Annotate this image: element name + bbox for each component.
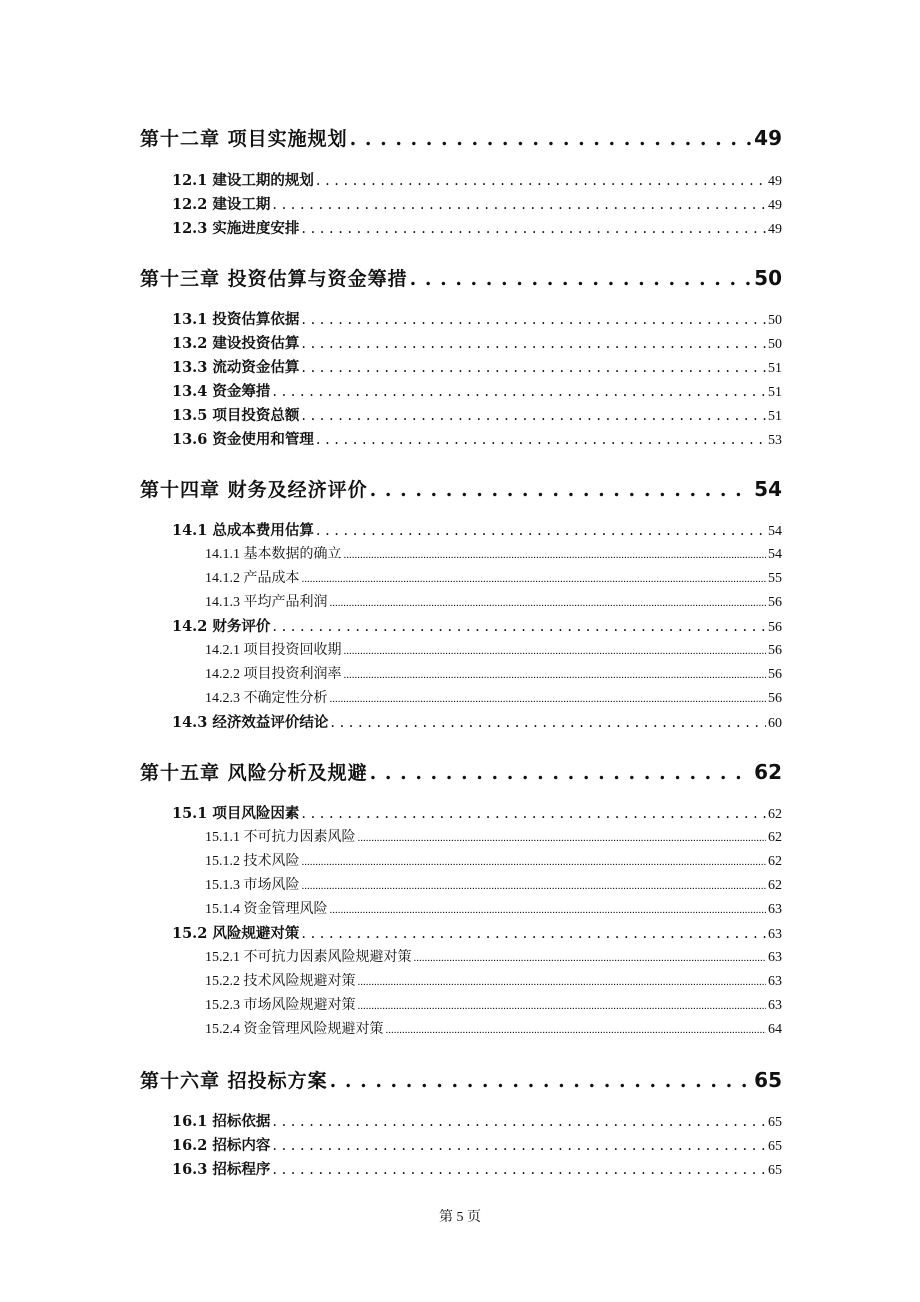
- toc-subsection-15-2-1[interactable]: [205, 946, 782, 966]
- toc-leader: [316, 172, 766, 189]
- toc-label: 15.1.4 资金管理风险: [205, 902, 328, 917]
- toc-page-number: 56: [768, 620, 782, 635]
- toc-label: 12.2 建设工期: [172, 196, 271, 213]
- toc-page-number: 63: [768, 927, 782, 942]
- toc-leader: [272, 618, 766, 635]
- toc-page-number: 50: [768, 313, 782, 328]
- toc-section-16-3[interactable]: [172, 1158, 782, 1179]
- toc-leader: [301, 805, 766, 822]
- toc-section-13-3[interactable]: [172, 356, 782, 377]
- toc-page-number: 56: [768, 667, 782, 682]
- toc-section-13-5[interactable]: [172, 404, 782, 425]
- toc-page-number: 49: [768, 222, 782, 237]
- toc-label: 14.1.1 基本数据的确立: [205, 547, 342, 562]
- toc-subsection-14-2-2[interactable]: [205, 663, 782, 683]
- toc-subsection-14-2-3[interactable]: [205, 687, 782, 707]
- toc-leader: [370, 762, 753, 784]
- toc-label: 第十六章 招投标方案: [140, 1070, 328, 1092]
- toc-chapter-16[interactable]: [140, 1066, 782, 1093]
- toc-leader: [358, 998, 767, 1014]
- toc-section-16-2[interactable]: [172, 1134, 782, 1155]
- toc-page-number: 49: [754, 126, 782, 150]
- toc-page-number: 56: [768, 643, 782, 658]
- toc-label: 15.2 风险规避对策: [172, 925, 300, 942]
- toc-subsection-15-1-2[interactable]: [205, 850, 782, 870]
- toc-label: 15.1.3 市场风险: [205, 878, 300, 893]
- toc-subsection-14-2-1[interactable]: [205, 639, 782, 659]
- toc-page-number: 56: [768, 691, 782, 706]
- toc-leader: [358, 830, 767, 846]
- toc-page-number: 51: [768, 361, 782, 376]
- toc-page-number: 63: [768, 902, 782, 917]
- toc-chapter-15[interactable]: [140, 758, 782, 785]
- toc-page-number: 63: [768, 950, 782, 965]
- toc-page-number: 62: [754, 760, 782, 784]
- toc-chapter-13[interactable]: [140, 264, 782, 291]
- toc-label: 16.3 招标程序: [172, 1161, 271, 1178]
- toc-leader: [272, 1161, 766, 1178]
- toc-label: 13.2 建设投资估算: [172, 335, 300, 352]
- toc-leader: [330, 1070, 753, 1092]
- toc-page-number: 54: [754, 477, 782, 501]
- toc-leader: [350, 128, 753, 150]
- toc-leader: [301, 407, 766, 424]
- toc-label: 14.2.3 不确定性分析: [205, 691, 328, 706]
- toc-label: 15.2.2 技术风险规避对策: [205, 974, 356, 989]
- toc-page-number: 62: [768, 830, 782, 845]
- toc-page-number: 65: [768, 1115, 782, 1130]
- toc-chapter-12[interactable]: [140, 124, 782, 151]
- toc-leader: [330, 691, 767, 707]
- toc-label: 13.1 投资估算依据: [172, 311, 300, 328]
- toc-leader: [302, 878, 767, 894]
- toc-page-number: 60: [768, 716, 782, 731]
- toc-leader: [410, 268, 753, 290]
- toc-leader: [370, 479, 753, 501]
- toc-label: 13.3 流动资金估算: [172, 359, 300, 376]
- toc-section-16-1[interactable]: [172, 1110, 782, 1131]
- toc-subsection-15-2-3[interactable]: [205, 994, 782, 1014]
- toc-section-14-1[interactable]: [172, 519, 782, 540]
- toc-subsection-15-1-1[interactable]: [205, 826, 782, 846]
- toc-label: 14.3 经济效益评价结论: [172, 714, 329, 731]
- toc-page-number: 51: [768, 385, 782, 400]
- toc-page-number: 55: [768, 571, 782, 586]
- toc-page-number: 50: [768, 337, 782, 352]
- toc-section-14-3[interactable]: [172, 711, 782, 732]
- toc-section-13-2[interactable]: [172, 332, 782, 353]
- toc-subsection-15-2-4[interactable]: [205, 1018, 782, 1038]
- toc-leader: [302, 854, 767, 870]
- toc-label: 15.1.1 不可抗力因素风险: [205, 830, 356, 845]
- toc-leader: [301, 220, 766, 237]
- toc-label: 14.2.1 项目投资回收期: [205, 643, 342, 658]
- toc-page-number: 49: [768, 198, 782, 213]
- toc-leader: [301, 335, 766, 352]
- toc-leader: [358, 974, 767, 990]
- toc-leader: [301, 925, 766, 942]
- toc-page-number: 65: [754, 1068, 782, 1092]
- toc-page-number: 62: [768, 854, 782, 869]
- toc-page-number: 54: [768, 547, 782, 562]
- toc-page-number: 63: [768, 998, 782, 1013]
- toc-label: 第十三章 投资估算与资金筹措: [140, 268, 408, 290]
- toc-label: 14.1.2 产品成本: [205, 571, 300, 586]
- toc-page-number: 64: [768, 1022, 782, 1037]
- toc-label: 13.6 资金使用和管理: [172, 431, 314, 448]
- toc-page-number: 65: [768, 1163, 782, 1178]
- toc-label: 15.2.1 不可抗力因素风险规避对策: [205, 950, 412, 965]
- toc-section-14-2[interactable]: [172, 615, 782, 636]
- toc-section-13-1[interactable]: [172, 308, 782, 329]
- toc-leader: [272, 1137, 766, 1154]
- toc-subsection-14-1-3[interactable]: [205, 591, 782, 611]
- toc-label: 第十二章 项目实施规划: [140, 128, 348, 150]
- toc-subsection-14-1-1[interactable]: [205, 543, 782, 563]
- toc-leader: [301, 359, 766, 376]
- toc-leader: [302, 571, 767, 587]
- toc-page-number: 53: [768, 433, 782, 448]
- toc-page-number: 54: [768, 524, 782, 539]
- toc-leader: [272, 196, 766, 213]
- toc-leader: [414, 950, 767, 966]
- toc-subsection-15-1-4[interactable]: [205, 898, 782, 918]
- toc-page-number: 56: [768, 595, 782, 610]
- toc-section-12-2[interactable]: [172, 193, 782, 214]
- toc-leader: [316, 431, 766, 448]
- toc-section-15-2[interactable]: [172, 922, 782, 943]
- toc-label: 14.2 财务评价: [172, 618, 271, 635]
- toc-label: 13.5 项目投资总额: [172, 407, 300, 424]
- toc-leader: [386, 1022, 767, 1038]
- toc-subsection-15-1-3[interactable]: [205, 874, 782, 894]
- toc-page-number: 62: [768, 878, 782, 893]
- toc-section-15-1[interactable]: [172, 802, 782, 823]
- toc-label: 15.1 项目风险因素: [172, 805, 300, 822]
- toc-leader: [344, 643, 767, 659]
- toc-label: 13.4 资金筹措: [172, 383, 271, 400]
- toc-label: 15.1.2 技术风险: [205, 854, 300, 869]
- toc-page-number: 63: [768, 974, 782, 989]
- toc-leader: [272, 1113, 766, 1130]
- toc-leader: [316, 522, 766, 539]
- toc-section-12-3[interactable]: [172, 217, 782, 238]
- toc-leader: [330, 714, 766, 731]
- toc-leader: [301, 311, 766, 328]
- toc-label: 12.3 实施进度安排: [172, 220, 300, 237]
- toc-label: 16.2 招标内容: [172, 1137, 271, 1154]
- toc-label: 第十四章 财务及经济评价: [140, 479, 368, 501]
- toc-subsection-15-2-2[interactable]: [205, 970, 782, 990]
- page-footer: 第 5 页: [439, 1210, 481, 1225]
- toc-leader: [344, 547, 767, 563]
- toc-label: 16.1 招标依据: [172, 1113, 271, 1130]
- toc-section-13-4[interactable]: [172, 380, 782, 401]
- toc-label: 14.2.2 项目投资利润率: [205, 667, 342, 682]
- toc-label: 15.2.4 资金管理风险规避对策: [205, 1022, 384, 1037]
- toc-label: 第十五章 风险分析及规避: [140, 762, 368, 784]
- toc-page-number: 51: [768, 409, 782, 424]
- toc-label: 12.1 建设工期的规划: [172, 172, 314, 189]
- toc-label: 14.1.3 平均产品利润: [205, 595, 328, 610]
- toc-section-12-1[interactable]: [172, 169, 782, 190]
- toc-subsection-14-1-2[interactable]: [205, 567, 782, 587]
- toc-page-number: 50: [754, 266, 782, 290]
- toc-leader: [330, 595, 767, 611]
- toc-chapter-14[interactable]: [140, 475, 782, 502]
- toc-label: 14.1 总成本费用估算: [172, 522, 314, 539]
- toc-section-13-6[interactable]: [172, 428, 782, 449]
- toc-label: 15.2.3 市场风险规避对策: [205, 998, 356, 1013]
- toc-leader: [272, 383, 766, 400]
- toc-page-number: 62: [768, 807, 782, 822]
- toc-leader: [344, 667, 767, 683]
- toc-page-number: 65: [768, 1139, 782, 1154]
- toc-leader: [330, 902, 767, 918]
- toc-page-number: 49: [768, 174, 782, 189]
